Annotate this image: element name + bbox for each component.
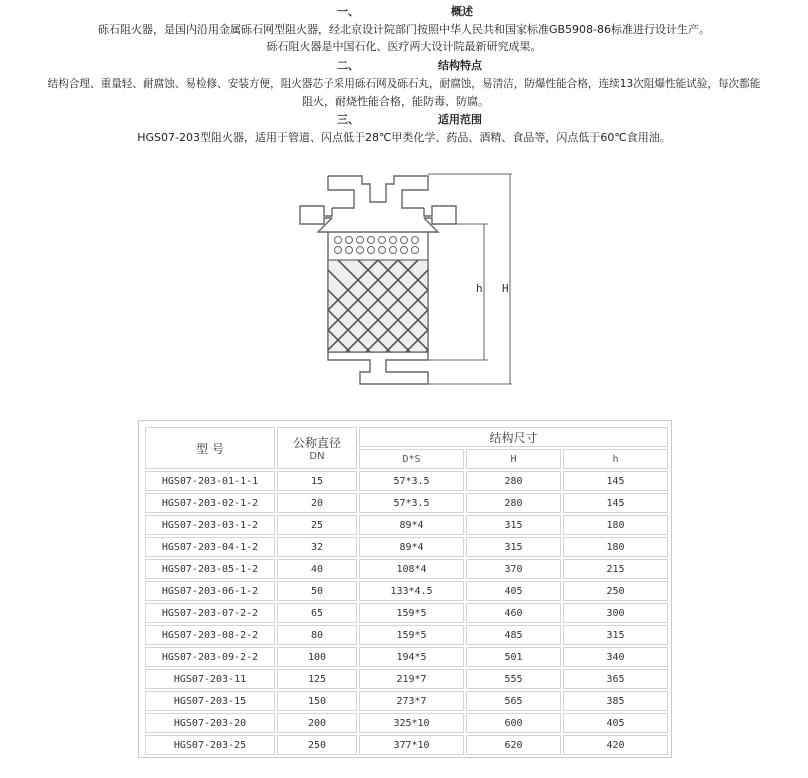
table-row: [145, 647, 668, 667]
header-dims: 结构尺寸: [359, 427, 668, 447]
cell-model: HGS07-203-15: [145, 691, 275, 711]
section-title: 结构特点: [438, 59, 482, 72]
cell-h: 215: [563, 559, 668, 579]
cell-h: 300: [563, 603, 668, 623]
flame-arrester-diagram: [290, 168, 530, 390]
table-row: [145, 493, 668, 513]
cell-H: 600: [466, 713, 561, 733]
scope-line-1: HGS07-203型阻火器，适用于管道、闪点低于28℃甲类化学、药品、酒精、食品等，闪点低于60℃食用油。: [137, 131, 671, 144]
cell-H: 315: [466, 515, 561, 535]
cell-ds: 89*4: [359, 537, 464, 557]
cell-h: 315: [563, 625, 668, 645]
cell-ds: 133*4.5: [359, 581, 464, 601]
dimension-label-H: H: [502, 282, 509, 295]
cell-H: 565: [466, 691, 561, 711]
cell-dn: 250: [277, 735, 357, 755]
cell-h: 145: [563, 471, 668, 491]
cell-H: 370: [466, 559, 561, 579]
cell-ds: 219*7: [359, 669, 464, 689]
cell-model: HGS07-203-06-1-2: [145, 581, 275, 601]
cell-ds: 325*10: [359, 713, 464, 733]
cell-h: 405: [563, 713, 668, 733]
table-row: [145, 735, 668, 755]
table-row: [145, 603, 668, 623]
dimension-label-h: h: [476, 282, 483, 295]
cell-H: 620: [466, 735, 561, 755]
table-row: [145, 625, 668, 645]
cell-h: 340: [563, 647, 668, 667]
cell-ds: 194*5: [359, 647, 464, 667]
cell-dn: 80: [277, 625, 357, 645]
cell-h: 250: [563, 581, 668, 601]
cell-model: HGS07-203-01-1-1: [145, 471, 275, 491]
cell-ds: 57*3.5: [359, 493, 464, 513]
cell-dn: 20: [277, 493, 357, 513]
cell-H: 315: [466, 537, 561, 557]
table-row: [145, 537, 668, 557]
section-heading-overview: [0, 4, 808, 20]
cell-model: HGS07-203-07-2-2: [145, 603, 275, 623]
cell-model: HGS07-203-08-2-2: [145, 625, 275, 645]
section-title: 适用范围: [438, 113, 482, 126]
cell-dn: 100: [277, 647, 357, 667]
cell-dn: 40: [277, 559, 357, 579]
cell-dn: 150: [277, 691, 357, 711]
cell-ds: 57*3.5: [359, 471, 464, 491]
header-h: h: [563, 449, 668, 469]
cell-ds: 108*4: [359, 559, 464, 579]
cell-dn: 25: [277, 515, 357, 535]
cell-h: 180: [563, 515, 668, 535]
cell-H: 501: [466, 647, 561, 667]
cell-h: 420: [563, 735, 668, 755]
cell-H: 405: [466, 581, 561, 601]
cell-H: 460: [466, 603, 561, 623]
cell-ds: 89*4: [359, 515, 464, 535]
cell-dn: 125: [277, 669, 357, 689]
table-row: [145, 713, 668, 733]
cell-model: HGS07-203-25: [145, 735, 275, 755]
cell-H: 280: [466, 493, 561, 513]
cell-dn: 32: [277, 537, 357, 557]
gravel-balls: [335, 237, 419, 254]
section-heading-scope: [0, 112, 808, 128]
spec-table: [143, 425, 670, 757]
cell-model: HGS07-203-03-1-2: [145, 515, 275, 535]
cell-ds: 377*10: [359, 735, 464, 755]
header-H: H: [466, 449, 561, 469]
section-number: 二、: [337, 59, 359, 72]
cell-model: HGS07-203-05-1-2: [145, 559, 275, 579]
cell-h: 385: [563, 691, 668, 711]
cell-H: 280: [466, 471, 561, 491]
cell-ds: 159*5: [359, 603, 464, 623]
cell-ds: 273*7: [359, 691, 464, 711]
features-line-1: 结构合理、重量轻、耐腐蚀、易检修、安装方便，阻火器芯子采用砾石网及砾石丸，耐腐蚀，易清洁，防爆性能合格，连续13次阻爆性能试验，每次都能: [47, 78, 761, 90]
section-number: 三、: [337, 113, 359, 126]
cell-dn: 15: [277, 471, 357, 491]
cell-h: 145: [563, 493, 668, 513]
cell-dn: 200: [277, 713, 357, 733]
section-heading-features: [0, 58, 808, 74]
overview-line-1: 砾石阻火器，是国内沿用金属砾石网型阻火器，经北京设计院部门按照中华人民共和国家标准GB5908-86标准进行设计生产。: [97, 23, 711, 36]
header-dn-unit: DN: [309, 451, 325, 462]
cell-model: HGS07-203-20: [145, 713, 275, 733]
header-dn-title: 公称直径: [292, 436, 341, 450]
table-row: [145, 559, 668, 579]
cell-h: 180: [563, 537, 668, 557]
cell-model: HGS07-203-09-2-2: [145, 647, 275, 667]
cell-model: HGS07-203-02-1-2: [145, 493, 275, 513]
table-row: [145, 669, 668, 689]
header-model: 型 号: [145, 427, 275, 469]
section-number: 一、: [337, 5, 359, 18]
header-ds: D*S: [359, 449, 464, 469]
table-row: [145, 691, 668, 711]
spec-table-container: [138, 420, 672, 758]
section-title: 概述: [451, 5, 473, 18]
table-row: [145, 515, 668, 535]
features-line-2: 阻火，耐烧性能合格，能防毒、防腐。: [302, 95, 489, 108]
cell-dn: 50: [277, 581, 357, 601]
header-dn: [277, 427, 357, 469]
cell-H: 485: [466, 625, 561, 645]
cell-dn: 65: [277, 603, 357, 623]
cell-model: HGS07-203-04-1-2: [145, 537, 275, 557]
table-row: [145, 581, 668, 601]
table-row: [145, 471, 668, 491]
cell-model: HGS07-203-11: [145, 669, 275, 689]
cell-h: 365: [563, 669, 668, 689]
cell-H: 555: [466, 669, 561, 689]
overview-line-2: 砾石阻火器是中国石化、医疗两大设计院最新研究成果。: [266, 40, 542, 53]
cell-ds: 159*5: [359, 625, 464, 645]
